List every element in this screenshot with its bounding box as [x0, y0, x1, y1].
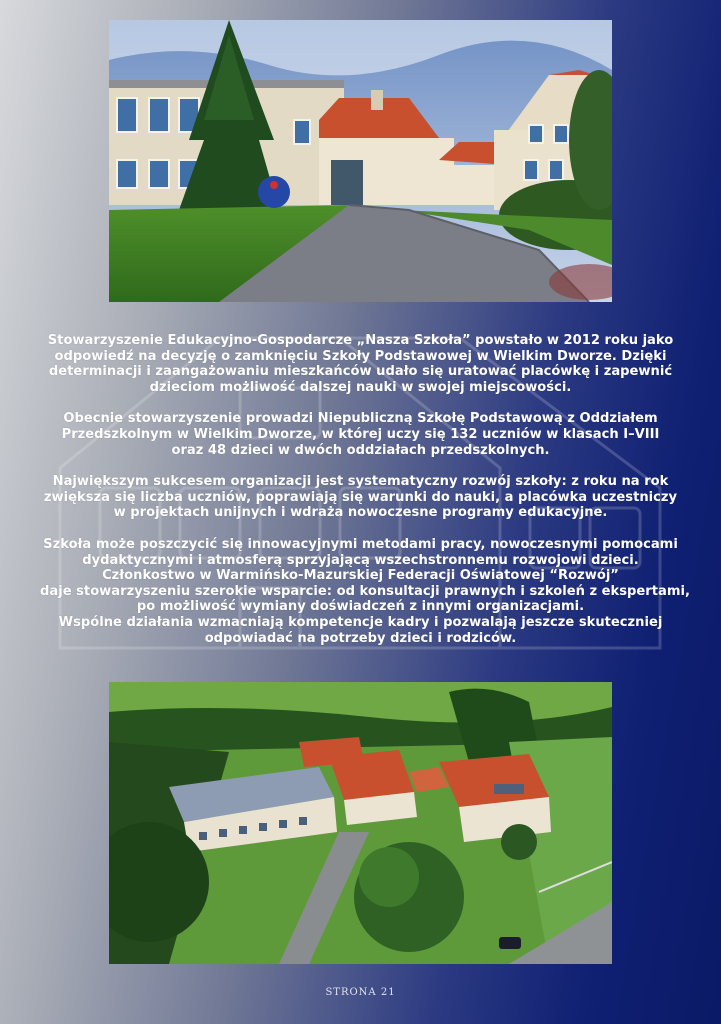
paragraph-innovation	[40, 536, 690, 646]
text-line: Największym sukcesem organizacji jest systematyczny rozwój szkoły: z roku na rok	[52, 474, 669, 490]
aerial-school-photo	[109, 682, 612, 964]
text-line: dzieciom możliwość dalszej nauki w swojej miejscowości.	[149, 379, 572, 395]
text-line: po możliwość wymiany doświadczeń z innymi organizacjami.	[136, 599, 585, 615]
text-line: dydaktycznymi i atmosferą sprzyjającą wszechstronnemu rozwojowi dzieci.	[82, 552, 639, 568]
article-text	[40, 333, 690, 662]
paragraph-success	[40, 474, 681, 521]
text-line: Stowarzyszenie Edukacyjno-Gospodarcze „Nasza Szkoła” powstało w 2012 roku jako	[47, 333, 674, 348]
text-line: zwiększa się liczba uczniów, poprawiają się warunki do nauki, a placówka uczestniczy	[43, 489, 678, 505]
text-line: w projektach unijnych i wdraża nowoczesne programy edukacyjne.	[113, 505, 608, 521]
page-number: STRONA 21	[325, 987, 396, 998]
text-line: daje stowarzyszeniu szerokie wsparcie: od konsultacji prawnych i szkoleń z ekspertami,	[40, 583, 690, 599]
text-line: Obecnie stowarzyszenie prowadzi Niepubliczną Szkołę Podstawową z Oddziałem	[63, 411, 658, 427]
text-line: determinacji i zaangażowaniu mieszkańców udało się uratować placówkę i zapewnić	[48, 364, 673, 380]
text-line: Szkoła może poszczycić się innowacyjnymi metodami pracy, nowoczesnymi pomocami	[43, 536, 678, 552]
text-line: Członkostwo w Warmińsko-Mazurskiej Federacji Oświatowej “Rozwój”	[102, 568, 619, 584]
text-line: odpowiadać na potrzeby dzieci i rodziców.	[204, 630, 517, 646]
text-line: oraz 48 dzieci w dwóch oddziałach przedszkolnych.	[171, 442, 550, 458]
school-building-photo	[109, 20, 612, 302]
text-line: Przedszkolnym w Wielkim Dworze, w której uczy się 132 uczniów w klasach I–VIII	[61, 426, 660, 442]
text-line: odpowiedź na decyzję o zamknięciu Szkoły Podstawowej w Wielkim Dworze. Dzięki	[54, 348, 667, 364]
text-line: Wspólne działania wzmacniają kompetencje kadry i pozwalają jeszcze skuteczniej	[58, 614, 663, 630]
paragraph-current	[40, 411, 681, 458]
paragraph-history	[40, 333, 681, 395]
